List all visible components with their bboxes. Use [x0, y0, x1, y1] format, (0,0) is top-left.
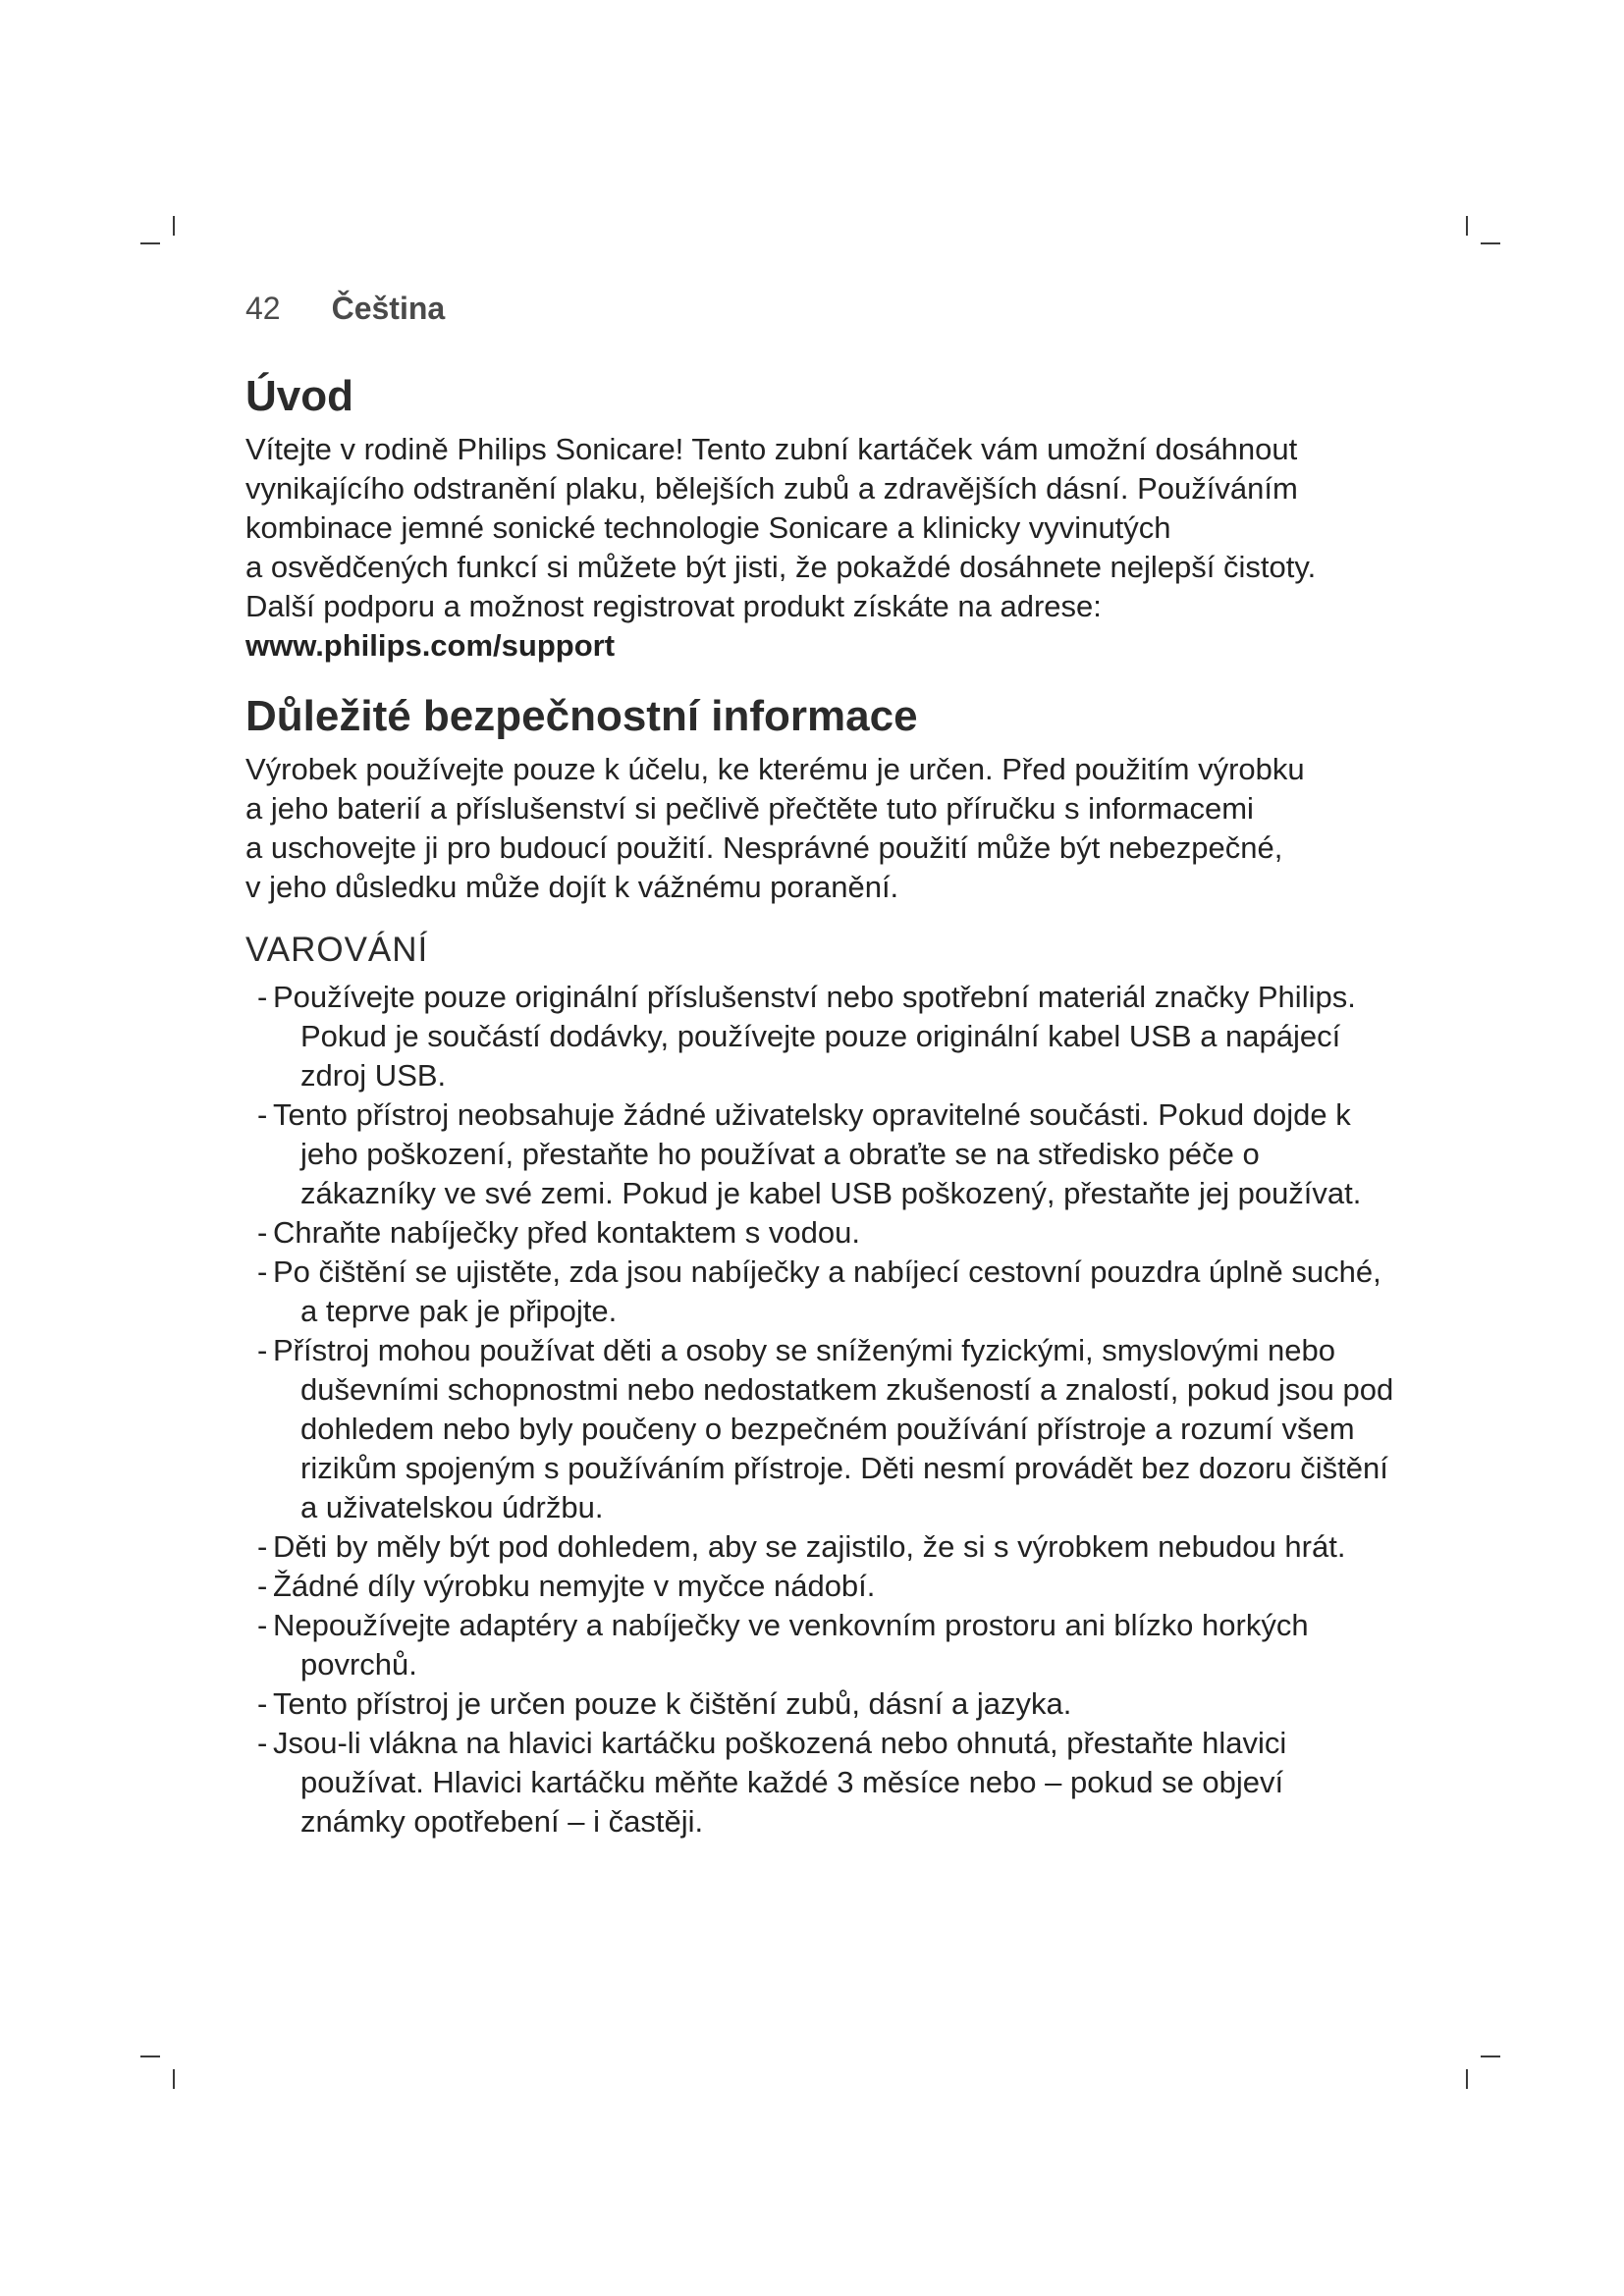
crop-mark-bottom-right-h: [1481, 2056, 1500, 2057]
intro-line: vynikajícího odstranění plaku, bělejších zubů a zdravějších dásní. Používáním: [245, 471, 1298, 506]
crop-mark-top-right-h: [1481, 242, 1500, 244]
crop-mark-bottom-left-v: [173, 2069, 175, 2089]
crop-mark-top-left-h: [140, 242, 160, 244]
warning-item: [245, 1724, 1394, 1842]
warning-item-text: Tento přístroj neobsahuje žádné uživatelsky opravitelné součásti. Pokud dojde k jeho poškození, přestaňte ho používat a obraťte se na středisko péče o zákazníky ve své zemi. Pokud je kabel USB poškozený, přestaňte jej používat.: [273, 1097, 1362, 1210]
page-header: [245, 291, 445, 327]
page-content: [245, 369, 1394, 1842]
warning-item: [245, 1213, 1394, 1253]
warning-list: [245, 978, 1394, 1842]
list-dash: -: [257, 1569, 268, 1603]
safety-line: a jeho baterií a příslušenství si pečlivě přečtěte tuto příručku s informacemi: [245, 791, 1254, 826]
warning-item: [245, 978, 1394, 1095]
warning-item: [245, 1684, 1394, 1724]
warning-item: [245, 1253, 1394, 1331]
warning-item-text: Tento přístroj je určen pouze k čištění zubů, dásní a jazyka.: [273, 1686, 1072, 1721]
crop-mark-bottom-left-h: [140, 2056, 160, 2057]
warning-item-text: Děti by měly být pod dohledem, aby se zajistilo, že si s výrobkem nebudou hrát.: [273, 1529, 1346, 1564]
intro-line: Vítejte v rodině Philips Sonicare! Tento zubní kartáček vám umožní dosáhnout: [245, 432, 1298, 466]
safety-line: Výrobek používejte pouze k účelu, ke kterému je určen. Před použitím výrobku: [245, 752, 1305, 786]
crop-mark-top-left-v: [173, 216, 175, 236]
intro-line: Další podporu a možnost registrovat produkt získáte na adrese:: [245, 589, 1102, 623]
warning-item-text: Jsou-li vlákna na hlavici kartáčku poškozená nebo ohnutá, přestaňte hlavici používat. Hlavici kartáčku měňte každé 3 měsíce nebo – pokud se objeví známky opotřebení – i častěji.: [273, 1726, 1287, 1839]
crop-mark-top-right-v: [1466, 216, 1468, 236]
list-dash: -: [257, 1686, 268, 1721]
safety-body: [245, 750, 1394, 907]
warning-item-text: Po čištění se ujistěte, zda jsou nabíječky a nabíjecí cestovní pouzdra úplně suché, a teprve pak je připojte.: [273, 1255, 1381, 1328]
safety-line: v jeho důsledku může dojít k vážnému poranění.: [245, 870, 899, 904]
list-dash: -: [257, 1726, 268, 1760]
page-number: 42: [245, 291, 281, 326]
warning-item-text: Žádné díly výrobku nemyjte v myčce nádobí.: [273, 1569, 876, 1603]
warning-item: [245, 1606, 1394, 1684]
safety-title: Důležité bezpečnostní informace: [245, 692, 918, 740]
safety-line: a uschovejte ji pro budoucí použití. Nesprávné použití může být nebezpečné,: [245, 830, 1283, 865]
intro-body: [245, 430, 1394, 666]
warning-item: [245, 1567, 1394, 1606]
warning-item-text: Používejte pouze originální příslušenství nebo spotřební materiál značky Philips. Pokud je součástí dodávky, používejte pouze originální kabel USB a napájecí zdroj USB.: [273, 980, 1356, 1093]
list-dash: -: [257, 1215, 268, 1250]
list-dash: -: [257, 1608, 268, 1642]
warning-item: [245, 1331, 1394, 1527]
warning-item: [245, 1527, 1394, 1567]
list-dash: -: [257, 1255, 268, 1289]
crop-mark-bottom-right-v: [1466, 2069, 1468, 2089]
intro-line: kombinace jemné sonické technologie Sonicare a klinicky vyvinutých: [245, 510, 1171, 545]
list-dash: -: [257, 1097, 268, 1132]
list-dash: -: [257, 980, 268, 1014]
language-label: Čeština: [331, 291, 446, 326]
list-dash: -: [257, 1333, 268, 1367]
warning-title: VAROVÁNÍ: [245, 931, 429, 969]
warning-item-text: Přístroj mohou používat děti a osoby se sníženými fyzickými, smyslovými nebo duševními schopnostmi nebo nedostatkem zkušeností a znalostí, pokud jsou pod dohledem nebo byly poučeny o bezpečném používání přístroje a rozumí všem rizikům spojeným s používáním přístroje. Děti nesmí provádět bez dozoru čištění a uživatelskou údržbu.: [273, 1333, 1394, 1524]
list-dash: -: [257, 1529, 268, 1564]
warning-item-text: Nepoužívejte adaptéry a nabíječky ve venkovním prostoru ani blízko horkých povrchů.: [273, 1608, 1309, 1682]
warning-item-text: Chraňte nabíječky před kontaktem s vodou.: [273, 1215, 860, 1250]
intro-title: Úvod: [245, 372, 353, 420]
support-link[interactable]: www.philips.com/support: [245, 628, 616, 663]
intro-line: a osvědčených funkcí si můžete být jisti, že pokaždé dosáhnete nejlepší čistoty.: [245, 550, 1317, 584]
warning-item: [245, 1095, 1394, 1213]
